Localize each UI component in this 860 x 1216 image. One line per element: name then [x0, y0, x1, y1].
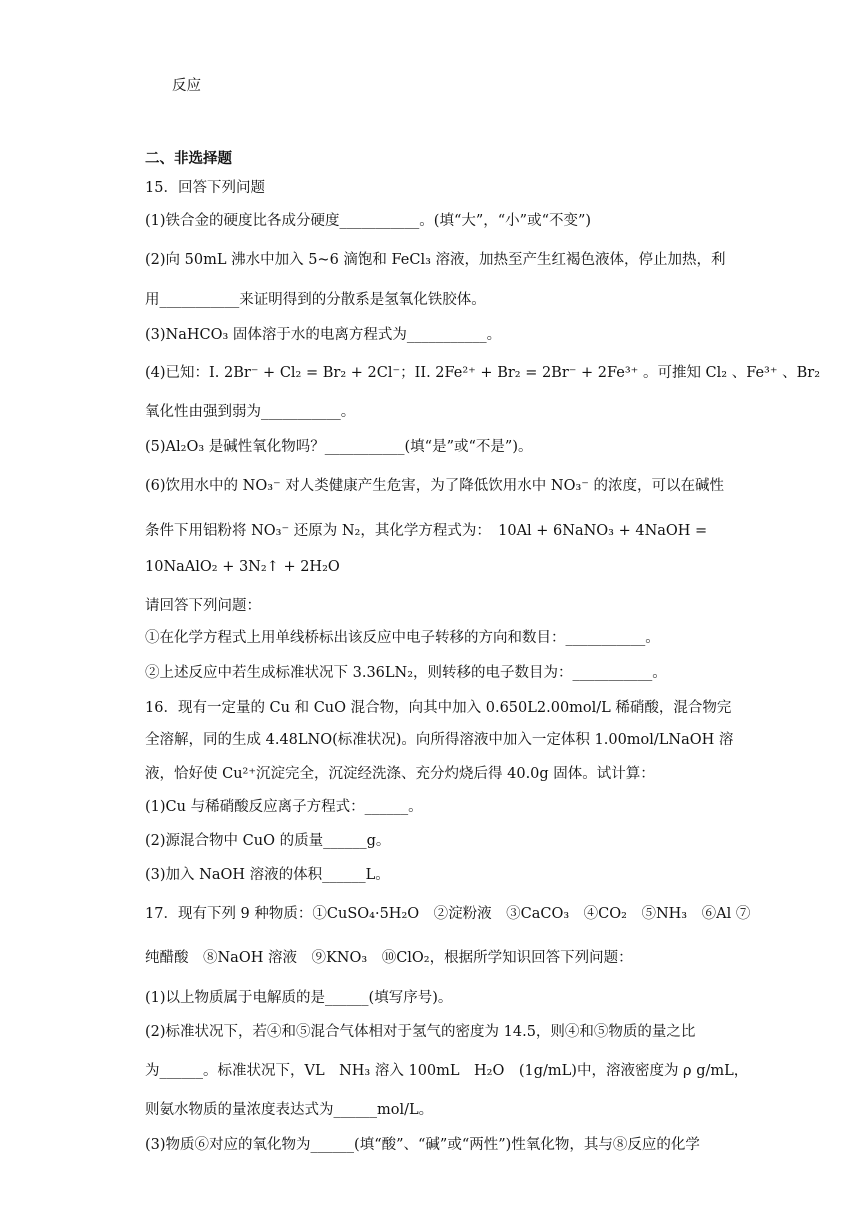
q17-part-1: (1)以上物质属于电解质的是______(填写序号)。 [145, 990, 453, 1006]
q15-part-2-line1: (2)向 50mL 沸水中加入 5~6 滴饱和 FeCl₃ 溶液，加热至产生红褐色液体，停止加热，利 [145, 252, 726, 268]
question-15-title: 15．回答下列问题 [145, 180, 265, 196]
q15-part-6-line2: 条件下用铝粉将 NO₃⁻ 还原为 N₂，其化学方程式为： 10Al + 6NaNO₃ + 4NaOH = [145, 523, 708, 539]
q15-equation: 10NaAlO₂ + 3N₂↑ + 2H₂O [145, 559, 340, 575]
q15-part-6-line1: (6)饮用水中的 NO₃⁻ 对人类健康产生危害，为了降低饮用水中 NO₃⁻ 的浓度，可以在碱性 [145, 478, 725, 494]
q16-part-3: (3)加入 NaOH 溶液的体积______L。 [145, 867, 390, 883]
q15-part-5: (5)Al₂O₃ 是碱性氧化物吗？___________(填“是”或“不是”)。 [145, 439, 533, 455]
q15-part-4-line2: 氧化性由强到弱为___________。 [145, 404, 356, 420]
continuation-text: 反应 [172, 78, 201, 94]
question-17-line1: 17．现有下列 9 种物质：①CuSO₄·5H₂O ②淀粉液 ③CaCO₃ ④CO₂ ⑤NH₃ ⑥Al ⑦ [145, 906, 751, 922]
question-16-line1: 16．现有一定量的 Cu 和 CuO 混合物，向其中加入 0.650L2.00mol/L 稀硝酸，混合物完 [145, 700, 732, 716]
question-16-line3: 液，恰好使 Cu²⁺沉淀完全，沉淀经洗涤、充分灼烧后得 40.0g 固体。试计算： [145, 766, 655, 782]
q15-part-2-line2: 用___________来证明得到的分散系是氢氧化铁胶体。 [145, 292, 486, 308]
q16-part-2: (2)源混合物中 CuO 的质量______g。 [145, 833, 391, 849]
q15-prompt: 请回答下列问题： [145, 598, 261, 614]
question-16-line2: 全溶解，同的生成 4.48LNO(标准状况)。向所得溶液中加入一定体积 1.00mol/LNaOH 溶 [145, 732, 734, 748]
section-heading: 二、非选择题 [145, 150, 232, 167]
q15-part-1: (1)铁合金的硬度比各成分硬度___________。(填“大”，“小”或“不变”) [145, 213, 592, 229]
q15-part-3: (3)NaHCO₃ 固体溶于水的电离方程式为___________。 [145, 327, 502, 343]
question-17-line2: 纯醋酸 ⑧NaOH 溶液 ⑨KNO₃ ⑩ClO₂，根据所学知识回答下列问题： [145, 950, 633, 966]
q17-part-2-line1: (2)标准状况下，若④和⑤混合气体相对于氢气的密度为 14.5，则④和⑤物质的量之比 [145, 1024, 696, 1040]
q16-part-1: (1)Cu 与稀硝酸反应离子方程式：______。 [145, 799, 423, 815]
q17-part-2-line2: 为______。标准状况下，VL NH₃ 溶入 100mL H₂O (1g/mL)中，溶液密度为 ρ g/mL， [145, 1063, 749, 1079]
q17-part-3: (3)物质⑥对应的氧化物为______(填“酸”、“碱”或“两性”)性氧化物，其与⑧反应的化学 [145, 1137, 700, 1153]
q15-sub-1: ①在化学方程式上用单线桥标出该反应中电子转移的方向和数目：___________。 [145, 630, 660, 646]
q17-part-2-line3: 则氨水物质的量浓度表达式为______mol/L。 [145, 1102, 434, 1118]
q15-sub-2: ②上述反应中若生成标准状况下 3.36LN₂，则转移的电子数目为：___________。 [145, 665, 667, 681]
q15-part-4-line1: (4)已知：I. 2Br⁻ + Cl₂ = Br₂ + 2Cl⁻；II. 2Fe²⁺ + Br₂ = 2Br⁻ + 2Fe³⁺ 。可推知 Cl₂ 、Fe³⁺ 、Br₂ [145, 365, 821, 381]
